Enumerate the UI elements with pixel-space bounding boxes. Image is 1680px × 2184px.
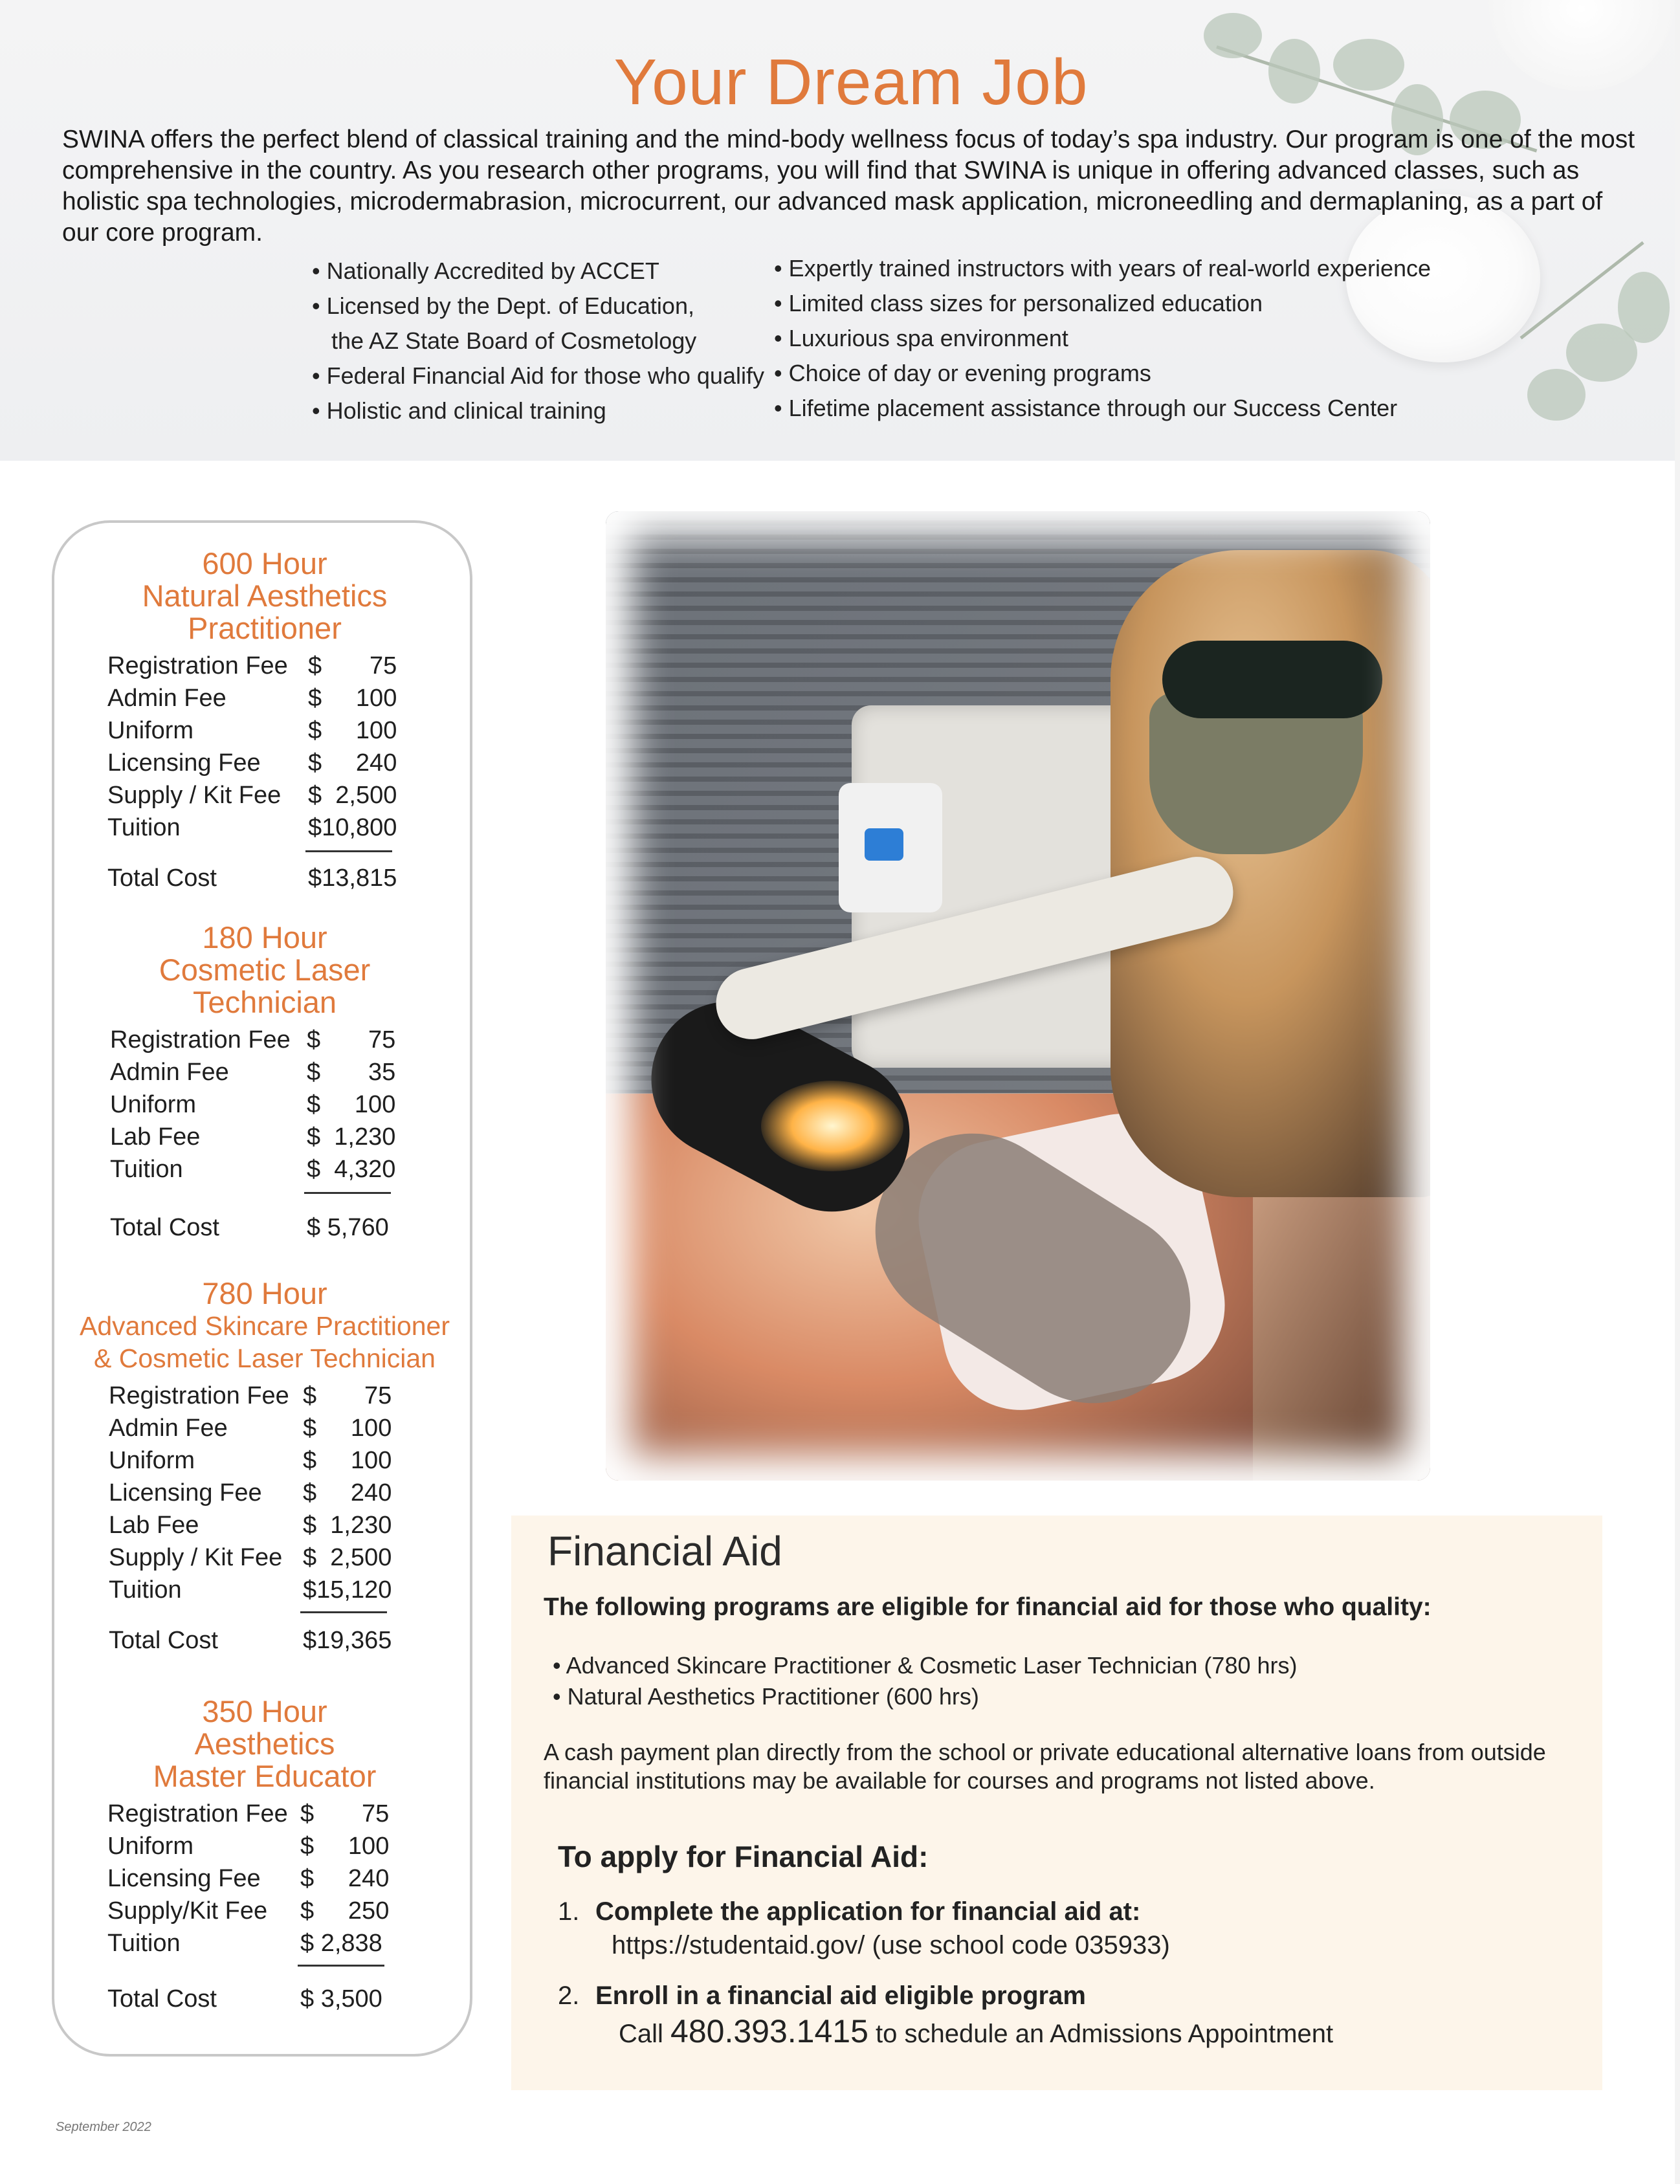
feature-item: • Licensed by the Dept. of Education, [312,292,694,319]
fee-row: Registration Fee $ 75 [107,1800,390,1827]
fee-row: Registration Fee $ 75 [110,1026,396,1053]
leaf-icon [1527,369,1586,421]
fee-row: Tuition $10,800 [107,814,397,841]
program-title: 350 Hour Aesthetics Master Educator [153,1694,377,1793]
program-title: 600 Hour Natural Aesthetics Practitioner [142,546,388,645]
photo-vignette [606,511,1430,1481]
feature-item: • Expertly trained instructors with years of real-world experience [774,255,1431,281]
fee-row: Supply / Kit Fee $ 2,500 [109,1544,392,1571]
feature-item: • Nationally Accredited by ACCET [312,258,659,284]
leaf-icon [1618,272,1670,343]
program-780-hour [54,1277,475,1659]
total-row: Total Cost $19,365 [109,1627,392,1654]
intro-paragraph: SWINA offers the perfect blend of classical training and the mind-body wellness focus of today’s spa industry. Our program is one of the most comprehensive in the country. As you research other programs, you will find that SWINA is unique in offering advanced classes, such as holistic spa technologies, microdermabrasion, microcurrent, our advanced mask application, microneedling and dermaplaning, as a part of our core program. [62,126,1635,247]
program-350-hour [54,1695,475,2018]
program-600-hour [54,547,475,897]
total-divider [304,1192,391,1194]
fee-row: Tuition $15,120 [109,1576,392,1604]
feature-item: the AZ State Board of Cosmetology [331,327,697,354]
fee-row: Admin Fee $ 35 [110,1059,396,1086]
footer-date: September 2022 [56,2120,151,2134]
fee-list [54,1026,475,1246]
fee-row: Licensing Fee $ 240 [109,1479,392,1506]
payment-plan-note: A cash payment plan directly from the school or private educational alternative loans from outside financial institutions may be available for courses and programs not listed above. [544,1739,1546,1794]
total-divider [305,850,392,852]
fee-row: Uniform $ 100 [107,1833,390,1860]
fee-row: Lab Fee $ 1,230 [109,1512,392,1539]
laser-treatment-photo [606,511,1430,1481]
apply-step-1: 1. Complete the application for financial aid at: [558,1897,1141,1926]
fee-row: Uniform $ 100 [109,1447,392,1474]
fee-row: Lab Fee $ 1,230 [110,1123,396,1151]
fee-row: Admin Fee $ 100 [107,685,397,712]
fee-row: Tuition $ 4,320 [110,1156,396,1183]
phone-number[interactable]: 480.393.1415 [670,2013,868,2049]
financial-aid-lead: The following programs are eligible for financial aid for those who quality: [544,1593,1431,1621]
program-180-hour [54,921,475,1246]
program-cost-card [52,520,472,2057]
fee-list [54,652,475,897]
fee-row: Tuition $ 2,838 [107,1930,382,1957]
fee-row: Admin Fee $ 100 [109,1415,392,1442]
fee-list [54,1382,475,1659]
eligible-program-item: • Natural Aesthetics Practitioner (600 hrs) [553,1683,979,1710]
apply-step-2: 2. Enroll in a financial aid eligible program [558,1981,1086,2010]
fee-row: Licensing Fee $ 240 [107,749,397,777]
program-title: 780 Hour Advanced Skincare Practitioner & Cosmetic Laser Technician [79,1276,450,1373]
admissions-call-line: Call 480.393.1415 to schedule an Admissions Appointment [619,2013,1334,2049]
feature-list-left [312,254,764,428]
eligible-program-item: • Advanced Skincare Practitioner & Cosmetic Laser Technician (780 hrs) [553,1652,1298,1679]
page-title: Your Dream Job [613,46,1089,118]
financial-aid-panel [511,1516,1602,2090]
feature-item: • Holistic and clinical training [312,397,606,424]
fee-row: Registration Fee $ 75 [107,652,397,679]
total-divider [298,1965,384,1967]
feature-item: • Choice of day or evening programs [774,360,1151,386]
fee-row: Supply / Kit Fee $ 2,500 [107,782,397,809]
total-row: Total Cost $ 5,760 [110,1214,389,1241]
apply-heading: To apply for Financial Aid: [558,1840,929,1873]
fee-row: Supply/Kit Fee $ 250 [107,1897,390,1925]
fee-row: Registration Fee $ 75 [109,1382,392,1409]
total-row: Total Cost $13,815 [107,865,397,892]
fee-row: Uniform $ 100 [107,717,397,744]
program-title: 180 Hour Cosmetic Laser Technician [159,920,371,1019]
fee-row: Licensing Fee $ 240 [107,1865,390,1892]
page-edge [1675,0,1680,2184]
feature-item: • Lifetime placement assistance through our Success Center [774,395,1398,421]
feature-list-right [774,251,1431,426]
fee-row: Uniform $ 100 [110,1091,396,1118]
eligible-program-list [553,1650,1298,1712]
total-divider [300,1611,387,1613]
feature-item: • Limited class sizes for personalized education [774,290,1263,316]
fee-list [54,1800,475,2018]
studentaid-link[interactable]: https://studentaid.gov/ (use school code 035933) [612,1931,1170,1959]
feature-item: • Luxurious spa environment [774,325,1068,351]
total-row: Total Cost $ 3,500 [107,1985,382,2013]
feature-item: • Federal Financial Aid for those who qualify [312,362,764,389]
financial-aid-title: Financial Aid [547,1528,782,1574]
